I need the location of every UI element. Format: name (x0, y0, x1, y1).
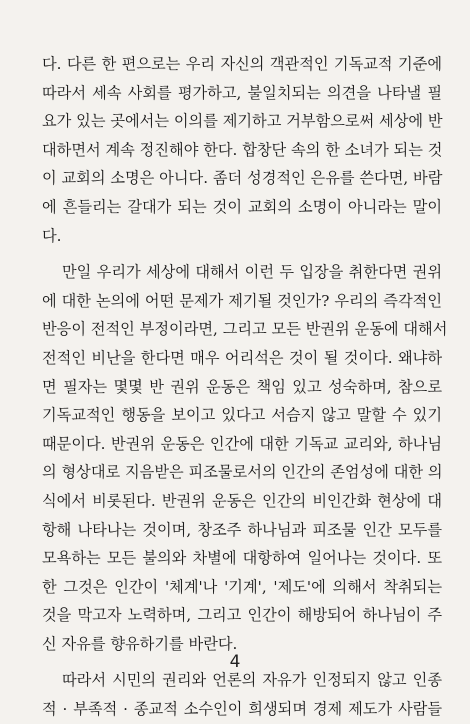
text-line: 것을 막고자 노력하며, 그리고 인간이 해방되어 하나님이 주 (42, 606, 442, 625)
text-line: 만일 우리가 세상에 대해서 이런 두 입장을 취한다면 권위 (62, 263, 442, 282)
text-line: 요가 있는 곳에서는 이의를 제기하고 거부함으로써 세상에 반 (42, 112, 443, 131)
page-number: 4 (229, 652, 241, 672)
text-line: 전적인 비난을 한다면 매우 어리석은 것이 될 것이다. 왜냐하 (42, 348, 442, 367)
text-line: 신 자유를 향유하기를 바란다. (42, 634, 238, 653)
text-line: 대하면서 계속 정진해야 한다. 합창단 속의 한 소녀가 되는 것 (42, 140, 443, 159)
body-text (42, 50, 448, 724)
text-line: 때문이다. 반권위 운동은 인간에 대한 기독교 교리와, 하나님 (42, 434, 442, 453)
text-line: 식에서 비롯된다. 반권위 운동은 인간의 비인간화 현상에 대 (42, 491, 442, 510)
text-line: 면 필자는 몇몇 반 권위 운동은 책임 있고 성숙하며, 참으로 (42, 377, 442, 396)
text-line: 이 교회의 소명은 아니다. 좀더 성경적인 은유를 쓴다면, 바람 (42, 169, 443, 188)
text-line: 적 · 부족적 · 종교적 소수인이 희생되며 경제 제도가 사람들 (42, 700, 442, 719)
text-line: 항해 나타나는 것이며, 창조주 하나님과 피조물 인간 모두를 (42, 520, 442, 539)
text-line: 한 그것은 인간이 '체계'나 '기계', '제도'에 의해서 착취되는 (42, 577, 442, 596)
text-line: 에 대한 논의에 어떤 문제가 제기될 것인가? 우리의 즉각적인 (42, 291, 442, 310)
text-line: 의 형상대로 지음받은 피조물로서의 인간의 존엄성에 대한 의 (42, 463, 443, 482)
text-line: 따라서 세속 사회를 평가하고, 불일치되는 의견을 나타낼 필 (42, 83, 442, 102)
text-line: 다. (42, 226, 62, 245)
text-line: 모욕하는 모든 불의와 차별에 대항하여 일어나는 것이다. 또 (42, 549, 442, 568)
text-line: 따라서 시민의 권리와 언론의 자유가 인정되지 않고 인종 (62, 671, 442, 690)
text-line: 반응이 전적인 부정이라면, 그리고 모든 반권위 운동에 대해서 (42, 320, 448, 339)
text-line: 다. 다른 한 편으로는 우리 자신의 객관적인 기독교적 기준에 (42, 55, 442, 73)
text-line: 기독교적인 행동을 보이고 있다고 서슴지 않고 말할 수 있기 (42, 406, 442, 425)
text-line: 에 흔들리는 갈대가 되는 것이 교회의 소명이 아니라는 말이 (42, 197, 442, 216)
